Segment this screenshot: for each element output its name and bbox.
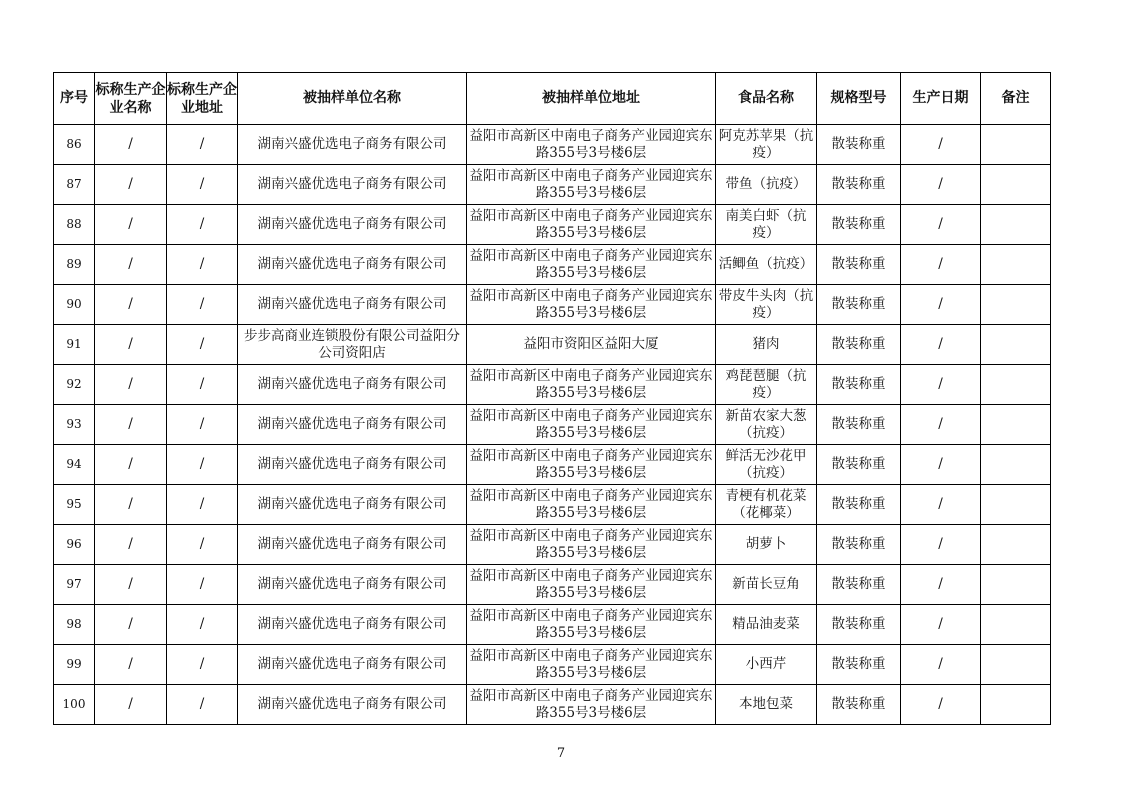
cell-note: [981, 285, 1051, 325]
cell-production-date: /: [901, 325, 981, 365]
cell-sampled-unit-name: 湖南兴盛优选电子商务有限公司: [238, 285, 467, 325]
cell-manufacturer-address: /: [167, 565, 238, 605]
cell-note: [981, 165, 1051, 205]
cell-manufacturer-name: /: [95, 685, 167, 725]
cell-sampled-unit-name: 湖南兴盛优选电子商务有限公司: [238, 645, 467, 685]
cell-sampled-unit-name: 湖南兴盛优选电子商务有限公司: [238, 405, 467, 445]
cell-food-name: 本地包菜: [716, 685, 817, 725]
cell-sampled-unit-address: 益阳市高新区中南电子商务产业园迎宾东路355号3号楼6层: [467, 365, 716, 405]
sampling-table: [53, 72, 1051, 725]
cell-note: [981, 325, 1051, 365]
header-production-date: 生产日期: [901, 73, 981, 125]
cell-sampled-unit-name: 湖南兴盛优选电子商务有限公司: [238, 125, 467, 165]
cell-production-date: /: [901, 645, 981, 685]
cell-food-name: 阿克苏苹果（抗疫）: [716, 125, 817, 165]
cell-sampled-unit-name: 湖南兴盛优选电子商务有限公司: [238, 605, 467, 645]
cell-food-name: 青梗有机花菜（花椰菜）: [716, 485, 817, 525]
header-sampled-unit-address: 被抽样单位地址: [467, 73, 716, 125]
cell-spec: 散装称重: [817, 285, 901, 325]
header-manufacturer-address: 标称生产企业地址: [167, 73, 238, 125]
cell-sampled-unit-address: 益阳市高新区中南电子商务产业园迎宾东路355号3号楼6层: [467, 165, 716, 205]
cell-production-date: /: [901, 365, 981, 405]
cell-spec: 散装称重: [817, 485, 901, 525]
header-sampled-unit-name: 被抽样单位名称: [238, 73, 467, 125]
cell-seq: 97: [54, 565, 95, 605]
cell-manufacturer-name: /: [95, 525, 167, 565]
cell-spec: 散装称重: [817, 125, 901, 165]
cell-production-date: /: [901, 485, 981, 525]
cell-note: [981, 245, 1051, 285]
page-number: 7: [556, 746, 566, 761]
table-row: [54, 605, 1051, 645]
cell-note: [981, 685, 1051, 725]
cell-spec: 散装称重: [817, 325, 901, 365]
cell-manufacturer-address: /: [167, 125, 238, 165]
cell-spec: 散装称重: [817, 365, 901, 405]
cell-manufacturer-address: /: [167, 445, 238, 485]
cell-sampled-unit-name: 湖南兴盛优选电子商务有限公司: [238, 165, 467, 205]
cell-spec: 散装称重: [817, 405, 901, 445]
cell-food-name: 带皮牛头肉（抗疫）: [716, 285, 817, 325]
cell-production-date: /: [901, 285, 981, 325]
cell-sampled-unit-address: 益阳市资阳区益阳大厦: [467, 325, 716, 365]
table-row: [54, 205, 1051, 245]
table-row: [54, 245, 1051, 285]
cell-seq: 89: [54, 245, 95, 285]
cell-note: [981, 485, 1051, 525]
table-body: [54, 125, 1051, 725]
cell-sampled-unit-address: 益阳市高新区中南电子商务产业园迎宾东路355号3号楼6层: [467, 125, 716, 165]
cell-food-name: 胡萝卜: [716, 525, 817, 565]
cell-sampled-unit-name: 湖南兴盛优选电子商务有限公司: [238, 445, 467, 485]
cell-manufacturer-address: /: [167, 285, 238, 325]
header-spec: 规格型号: [817, 73, 901, 125]
cell-production-date: /: [901, 685, 981, 725]
cell-manufacturer-address: /: [167, 685, 238, 725]
cell-manufacturer-name: /: [95, 365, 167, 405]
cell-spec: 散装称重: [817, 645, 901, 685]
cell-manufacturer-name: /: [95, 565, 167, 605]
cell-manufacturer-address: /: [167, 485, 238, 525]
cell-production-date: /: [901, 525, 981, 565]
cell-note: [981, 125, 1051, 165]
table-row: [54, 685, 1051, 725]
cell-spec: 散装称重: [817, 445, 901, 485]
cell-seq: 100: [54, 685, 95, 725]
cell-seq: 94: [54, 445, 95, 485]
cell-seq: 91: [54, 325, 95, 365]
cell-sampled-unit-name: 湖南兴盛优选电子商务有限公司: [238, 685, 467, 725]
cell-food-name: 带鱼（抗疫）: [716, 165, 817, 205]
cell-spec: 散装称重: [817, 245, 901, 285]
cell-sampled-unit-address: 益阳市高新区中南电子商务产业园迎宾东路355号3号楼6层: [467, 565, 716, 605]
cell-seq: 90: [54, 285, 95, 325]
cell-manufacturer-address: /: [167, 245, 238, 285]
cell-spec: 散装称重: [817, 165, 901, 205]
cell-seq: 87: [54, 165, 95, 205]
cell-note: [981, 365, 1051, 405]
cell-note: [981, 205, 1051, 245]
cell-food-name: 小西芹: [716, 645, 817, 685]
cell-seq: 92: [54, 365, 95, 405]
cell-manufacturer-name: /: [95, 405, 167, 445]
cell-food-name: 新苗农家大葱（抗疫）: [716, 405, 817, 445]
cell-sampled-unit-address: 益阳市高新区中南电子商务产业园迎宾东路355号3号楼6层: [467, 525, 716, 565]
cell-spec: 散装称重: [817, 605, 901, 645]
cell-food-name: 活鲫鱼（抗疫）: [716, 245, 817, 285]
cell-manufacturer-address: /: [167, 405, 238, 445]
table-row: [54, 485, 1051, 525]
cell-manufacturer-name: /: [95, 165, 167, 205]
cell-manufacturer-name: /: [95, 205, 167, 245]
cell-note: [981, 605, 1051, 645]
header-note: 备注: [981, 73, 1051, 125]
cell-sampled-unit-address: 益阳市高新区中南电子商务产业园迎宾东路355号3号楼6层: [467, 405, 716, 445]
cell-sampled-unit-address: 益阳市高新区中南电子商务产业园迎宾东路355号3号楼6层: [467, 285, 716, 325]
cell-manufacturer-name: /: [95, 485, 167, 525]
cell-manufacturer-address: /: [167, 525, 238, 565]
cell-production-date: /: [901, 125, 981, 165]
cell-seq: 98: [54, 605, 95, 645]
cell-sampled-unit-address: 益阳市高新区中南电子商务产业园迎宾东路355号3号楼6层: [467, 245, 716, 285]
table-row: [54, 565, 1051, 605]
cell-food-name: 鲜活无沙花甲（抗疫）: [716, 445, 817, 485]
cell-seq: 96: [54, 525, 95, 565]
cell-sampled-unit-name: 湖南兴盛优选电子商务有限公司: [238, 525, 467, 565]
cell-sampled-unit-name: 步步高商业连锁股份有限公司益阳分公司资阳店: [238, 325, 467, 365]
cell-food-name: 精品油麦菜: [716, 605, 817, 645]
cell-production-date: /: [901, 565, 981, 605]
cell-manufacturer-name: /: [95, 445, 167, 485]
cell-note: [981, 405, 1051, 445]
table-row: [54, 365, 1051, 405]
cell-sampled-unit-address: 益阳市高新区中南电子商务产业园迎宾东路355号3号楼6层: [467, 645, 716, 685]
table-row: [54, 445, 1051, 485]
cell-production-date: /: [901, 405, 981, 445]
cell-seq: 86: [54, 125, 95, 165]
cell-spec: 散装称重: [817, 525, 901, 565]
cell-manufacturer-address: /: [167, 645, 238, 685]
cell-manufacturer-address: /: [167, 325, 238, 365]
table-row: [54, 645, 1051, 685]
cell-manufacturer-name: /: [95, 285, 167, 325]
table-row: [54, 325, 1051, 365]
cell-manufacturer-address: /: [167, 165, 238, 205]
cell-note: [981, 645, 1051, 685]
cell-sampled-unit-address: 益阳市高新区中南电子商务产业园迎宾东路355号3号楼6层: [467, 605, 716, 645]
cell-manufacturer-address: /: [167, 205, 238, 245]
cell-food-name: 猪肉: [716, 325, 817, 365]
cell-production-date: /: [901, 445, 981, 485]
cell-sampled-unit-address: 益阳市高新区中南电子商务产业园迎宾东路355号3号楼6层: [467, 205, 716, 245]
table-row: [54, 165, 1051, 205]
cell-production-date: /: [901, 605, 981, 645]
table-row: [54, 125, 1051, 165]
cell-manufacturer-address: /: [167, 365, 238, 405]
cell-manufacturer-name: /: [95, 645, 167, 685]
cell-sampled-unit-name: 湖南兴盛优选电子商务有限公司: [238, 245, 467, 285]
cell-manufacturer-name: /: [95, 605, 167, 645]
cell-seq: 99: [54, 645, 95, 685]
cell-note: [981, 445, 1051, 485]
cell-production-date: /: [901, 205, 981, 245]
cell-manufacturer-name: /: [95, 125, 167, 165]
cell-production-date: /: [901, 165, 981, 205]
cell-seq: 95: [54, 485, 95, 525]
cell-sampled-unit-name: 湖南兴盛优选电子商务有限公司: [238, 365, 467, 405]
header-manufacturer-name: 标称生产企业名称: [95, 73, 167, 125]
header-row: [54, 73, 1051, 125]
table-row: [54, 285, 1051, 325]
cell-note: [981, 565, 1051, 605]
table-row: [54, 405, 1051, 445]
cell-sampled-unit-address: 益阳市高新区中南电子商务产业园迎宾东路355号3号楼6层: [467, 485, 716, 525]
cell-sampled-unit-name: 湖南兴盛优选电子商务有限公司: [238, 205, 467, 245]
cell-spec: 散装称重: [817, 565, 901, 605]
cell-manufacturer-name: /: [95, 245, 167, 285]
cell-food-name: 南美白虾（抗疫）: [716, 205, 817, 245]
cell-production-date: /: [901, 245, 981, 285]
cell-spec: 散装称重: [817, 205, 901, 245]
cell-spec: 散装称重: [817, 685, 901, 725]
cell-food-name: 新苗长豆角: [716, 565, 817, 605]
cell-note: [981, 525, 1051, 565]
table-row: [54, 525, 1051, 565]
header-seq: 序号: [54, 73, 95, 125]
cell-manufacturer-name: /: [95, 325, 167, 365]
cell-manufacturer-address: /: [167, 605, 238, 645]
cell-seq: 93: [54, 405, 95, 445]
cell-sampled-unit-address: 益阳市高新区中南电子商务产业园迎宾东路355号3号楼6层: [467, 685, 716, 725]
cell-sampled-unit-address: 益阳市高新区中南电子商务产业园迎宾东路355号3号楼6层: [467, 445, 716, 485]
cell-food-name: 鸡琵琶腿（抗疫）: [716, 365, 817, 405]
header-food-name: 食品名称: [716, 73, 817, 125]
cell-sampled-unit-name: 湖南兴盛优选电子商务有限公司: [238, 485, 467, 525]
cell-sampled-unit-name: 湖南兴盛优选电子商务有限公司: [238, 565, 467, 605]
cell-seq: 88: [54, 205, 95, 245]
